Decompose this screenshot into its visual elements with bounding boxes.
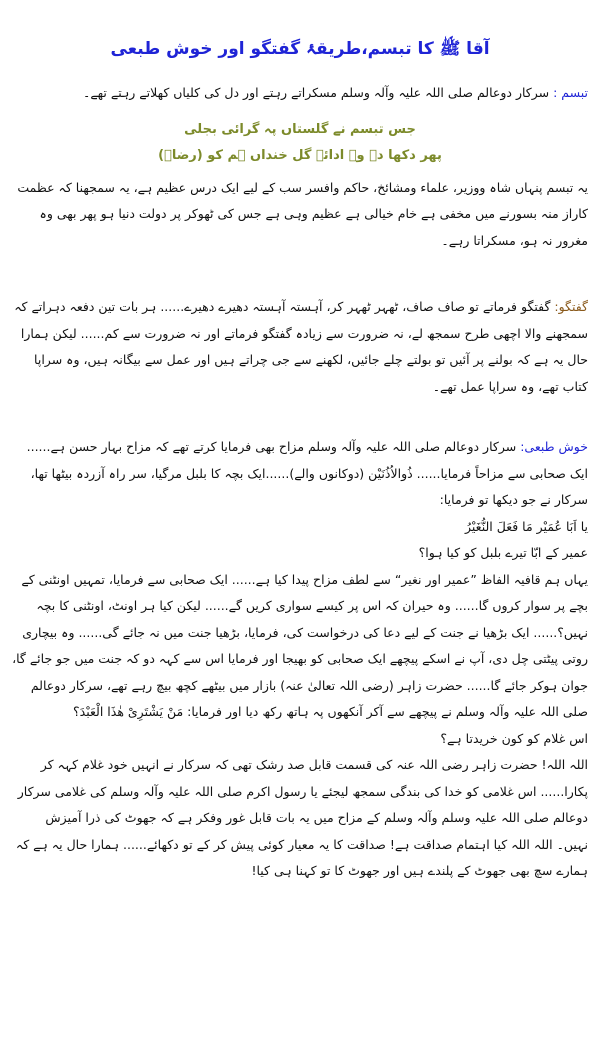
- guftagu-label: گفتگو:: [554, 299, 588, 314]
- khushtabi-text: سرکار دوعالم صلی اللہ علیہ وآلہ وسلم مزاح بھی فرمایا کرتے تھے کہ مزاح بہار حسن ہے...... ایک صحابی سے مزاحاً فرمایا...... ذُوالاُذُنَیْن (دوکانوں والے)......ایک بچہ کا بلبل مرگیا، سر راہ آزردہ بیٹھا تھا، سرکار نے جو دیکھا تو فرمایا:: [26, 439, 588, 507]
- page-title: آقا ﷺ کا تبسم،طریقۂ گفتگو اور خوش طبعی: [110, 39, 490, 59]
- tabassum-after-paragraph: یہ تبسم پنہاں شاہ ووزیر، علماء ومشائخ، حاکم وافسر سب کے لیے ایک درس عظیم ہے، یہ سمجھنا کہ عظمت کاراز منہ بسورنے میں مخفی ہے خام خیالی ہے عظیم وہی ہے جس کی ٹھوکر پر دولت دنیا ہو پھر بھی وہ مغرور نہ ہو، مسکراتا رہے۔: [17, 179, 588, 248]
- poetry-line-2: پھر دکھا دے وہ ادائے گل خنداں ہم کو (رضاؔ): [158, 147, 442, 163]
- poetry-couplet: [12, 117, 588, 169]
- poetry-line-1: جس تبسم نے گلستاں پہ گرائی بجلی: [184, 121, 416, 137]
- arabic-quote-1: یا اَبَا عُمَیْر مَا فَعَلَ النُّغَیْرُ: [465, 518, 588, 534]
- tabassum-text: سرکار دوعالم صلی اللہ علیہ وآلہ وسلم مسکراتے رہتے اور دل کی کلیاں کھلاتے رہتے تھے۔: [83, 85, 554, 100]
- khushtabi-paragraph-3: اللہ اللہ! حضرت زاہر رضی اللہ عنہ کی قسمت قابل صد رشک تھی کہ سرکار نے انہیں خود غلام کہہ کر پکارا...... اس غلامی کو خدا کی بندگی سمجھ لیجئے یا رسول اکرم صلی اللہ علیہ وآلہ وسلم کی غلامی سرکار دوعالم صلی اللہ علیہ وسلم وآلہ وسلم کے مزاح میں یہ بات قابل غور وفکر ہے کہ جھوٹ کی ذرا آمیزش نہیں۔ اللہ اللہ کیا اہتمام صداقت ہے! صداقت کا یہ معیار کوئی پیش کر کے تو دکھائے...... ہمارا حال یہ ہے کہ ہمارے سچ بھی جھوٹ کے پلندے ہیں اور جھوٹ کا تو کہنا ہی کیا!: [15, 757, 588, 878]
- translation-1: عمیر کے ابّا تیرے بلبل کو کیا ہوا؟: [418, 545, 588, 560]
- translation-2: اس غلام کو کون خریدتا ہے؟: [440, 730, 588, 746]
- khushtabi-paragraph-2: یہاں ہم قافیہ الفاظ ”عمیر اور نغیر“ سے لطف مزاح پیدا کیا ہے...... ایک صحابی سے فرمایا، تمہیں اونٹنی کے بچے پر سوار کروں گا...... وہ حیران کہ اس پر کیسے سواری کریں گے...... لیکن کیا ہر اونٹ، اونٹنی کا بچہ نہیں؟...... ایک بڑھیا نے جنت کے لیے دعا کی درخواست کی، فرمایا، بڑھیا جنت میں نہ جائے گی...... وہ بیچاری روتی پیٹتی چل دی، آپ نے اسکے پیچھے ایک صحابی کو بھیجا اور فرمایا اس سے کہہ دو کہ جنت میں جو جائے گا، جوان ہوکر جائے گا...... حضرت زاہر (رضی اللہ تعالیٰ عنہ) بازار میں بیٹھے کچھ بیچ رہے تھے، سرکار دوعالم صلی اللہ علیہ وآلہ وسلم نے پیچھے سے آکر آنکھوں پہ ہاتھ رکھ دیا اور فرمایا: مَنْ یَشْتَرِیْ ھٰذَا الْعَبْدَ؟: [12, 571, 588, 719]
- guftagu-paragraph: [12, 294, 588, 400]
- guftagu-text: گفتگو فرماتے تو صاف صاف، ٹھہر ٹھہر کر، آہستہ آہستہ دھیرے دھیرے...... ہر بات تین دفعہ دہراتے کہ سمجھنے والا اچھی طرح سمجھ لے، نہ ضرورت سے زیادہ گفتگو فرماتے اور نہ ضرورت سے کم...... لیکن ہمارا حال یہ ہے کہ بولنے پر آئیں تو بولتے چلے جائیں، لکھنے سے جی چراتے ہیں اور عمل سے بیگانہ ہیں، وہ سراپا کتاب تھے، وہ سراپا عمل تھے۔: [14, 299, 588, 394]
- khushtabi-paragraph: [12, 434, 588, 514]
- khushtabi-label: خوش طبعی:: [520, 439, 588, 454]
- tabassum-label: تبسم :: [553, 85, 588, 100]
- tabassum-paragraph: [12, 80, 588, 107]
